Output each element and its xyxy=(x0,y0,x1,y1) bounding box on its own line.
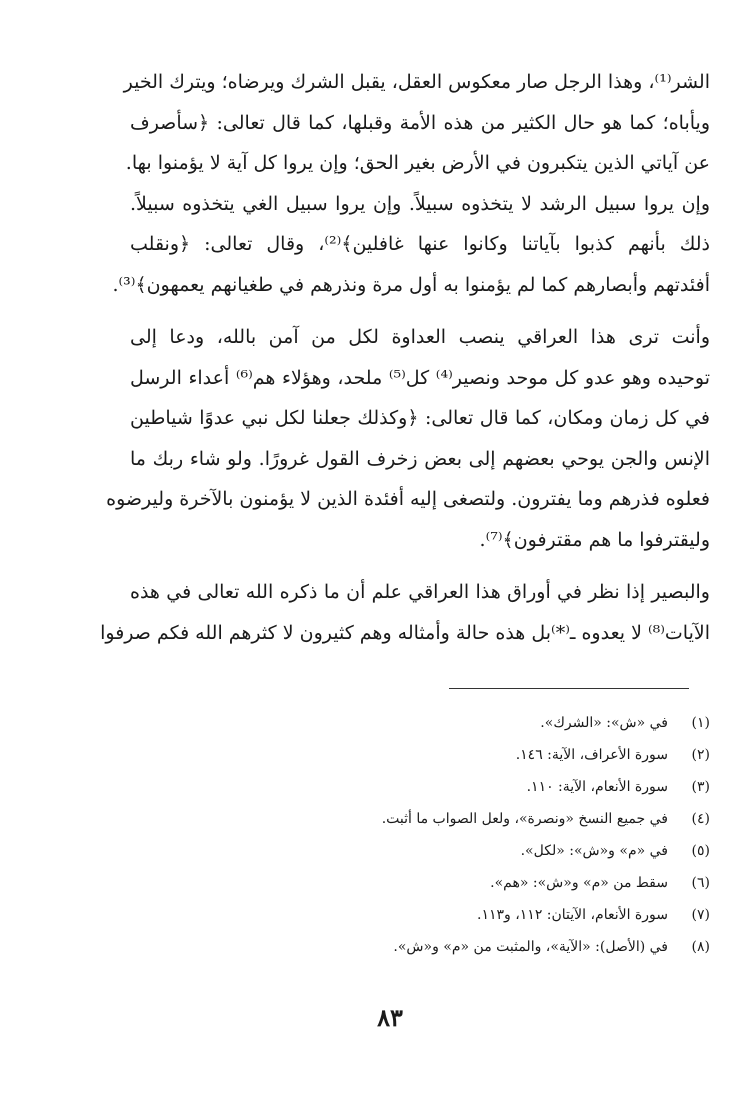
text-line: وأنت ترى هذا العراقي ينصب العداوة لكل من آمن بالله، ودعا إلى xyxy=(130,326,710,348)
text-line: فعلوه فذرهم وما يفترون. ولتصغى إليه أفئدة الذين لا يؤمنون بالآخرة وليرضوه xyxy=(106,488,710,510)
footnote xyxy=(220,931,710,963)
footnote-separator xyxy=(449,688,689,689)
footnote-number: (٣) xyxy=(691,779,710,795)
text-line: الشر⁽¹⁾، وهذا الرجل صار معكوس العقل، يقبل الشرك ويرضاه؛ ويترك الخير xyxy=(123,71,710,93)
text-line: الإنس والجن يوحي بعضهم إلى بعض زخرف القول غرورًا. ولو شاء ربك ما xyxy=(130,447,710,470)
text-line: أفئدتهم وأبصارهم كما لم يؤمنوا به أول مرة ونذرهم في طغيانهم يعمهون﴾⁽³⁾. xyxy=(112,273,710,296)
footnote-number: (٦) xyxy=(691,875,710,891)
footnote-text: في «ش»: «الشرك». xyxy=(540,715,668,731)
text-line: في كل زمان ومكان، كما قال تعالى: ﴿وكذلك جعلنا لكل نبي عدوًا شياطين xyxy=(130,407,710,429)
footnote xyxy=(220,771,710,803)
text-line: عن آياتي الذين يتكبرون في الأرض بغير الحق؛ وإن يروا كل آية لا يؤمنوا بها. xyxy=(125,152,710,174)
footnote-text: سقط من «م» و«ش»: «هم». xyxy=(490,875,668,891)
text-line: ويأباه؛ كما هو حال الكثير من هذه الأمة وقبلها، كما قال تعالى: ﴿سأصرف xyxy=(130,111,710,134)
paragraph-gap xyxy=(130,560,710,572)
footnote-number: (٧) xyxy=(691,907,710,923)
page-number: ٨٣ xyxy=(377,1003,403,1032)
footnote xyxy=(220,707,710,739)
footnote xyxy=(220,835,710,867)
footnote xyxy=(220,899,710,931)
text-line: توحيده وهو عدو كل موحد ونصير⁽⁴⁾ كل⁽⁵⁾ ملحد، وهؤلاء هم⁽⁶⁾ أعداء الرسل xyxy=(130,366,711,389)
text-line: والبصير إذا نظر في أوراق هذا العراقي علم أن ما ذكره الله تعالى في هذه xyxy=(130,581,710,603)
text-line: وإن يروا سبيل الرشد لا يتخذوه سبيلاً. وإن يروا سبيل الغي يتخذوه سبيلاً. xyxy=(130,192,710,215)
footnote xyxy=(220,867,710,899)
footnote-text: سورة الأعراف، الآية: ١٤٦. xyxy=(515,747,668,763)
footnote xyxy=(220,803,710,835)
footnote-number: (١) xyxy=(691,715,710,731)
footnote-number: (٢) xyxy=(691,747,710,763)
main-text xyxy=(100,62,711,653)
footnote-text: في (الأصل): «الآية»، والمثبت من «م» و«ش». xyxy=(393,939,668,955)
footnote xyxy=(220,739,710,771)
text-line: وليقترفوا ما هم مقترفون﴾⁽⁷⁾. xyxy=(479,528,710,551)
footnote-text: سورة الأنعام، الآية: ١١٠. xyxy=(526,779,668,795)
footnote-number: (٤) xyxy=(691,811,710,827)
text-line: ذلك بأنهم كذبوا بآياتنا وكانوا عنها غافلين﴾⁽²⁾، وقال تعالى: ﴿ونقلب xyxy=(130,233,710,255)
footnote-number: (٨) xyxy=(691,939,710,955)
footnote-number: (٥) xyxy=(691,843,710,859)
text-line: الآيات⁽⁸⁾ لا يعدوه ـ⁽*⁾بل هذه حالة وأمثاله وهم كثيرون لا كثرهم الله فكم صرفوا xyxy=(100,621,710,644)
footnote-text: في «م» و«ش»: «لكل». xyxy=(520,843,668,859)
footnote-text: في جميع النسخ «ونصرة»، ولعل الصواب ما أثبت. xyxy=(381,811,668,827)
footnotes xyxy=(220,707,710,963)
footnote-text: سورة الأنعام، الآيتان: ١١٢، و١١٣. xyxy=(477,907,668,923)
paragraph-gap xyxy=(130,305,710,317)
